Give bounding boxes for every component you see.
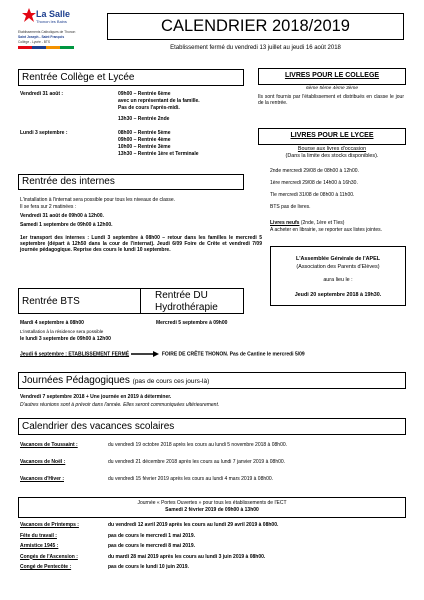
vacances-key: Vacances d'Hiver :	[20, 476, 64, 482]
internes-p2: Il se fera sur 2 matinées :	[20, 204, 77, 210]
livres-college-title: LIVRES POUR LE COLLEGE	[284, 72, 380, 79]
portes-ouvertes-l1: Journée « Portes Ouvertes » pour tous les établissements de l'ECT	[137, 500, 287, 506]
vacances-key: Congés de l'Ascension :	[20, 553, 78, 560]
bts-title: Rentrée BTS	[22, 296, 80, 307]
apel-l3: aura lieu le :	[323, 277, 353, 283]
foire-row	[20, 351, 305, 358]
vacances-key: Vacances de Toussaint :	[20, 442, 78, 448]
logo-sub: Thonon les Bains	[36, 19, 67, 24]
school-logo	[18, 6, 82, 50]
vacances-row	[20, 459, 406, 476]
vacances-row	[20, 476, 406, 493]
vacances-title: Calendrier des vacances scolaires	[22, 421, 175, 432]
internes-p1: L'installation à l'internat sera possible pour tous les niveaux de classe.	[20, 197, 176, 203]
vacances-row	[20, 554, 406, 565]
hydro-l1: Mercredi 5 septembre à 09h00	[156, 320, 228, 326]
vacances-list-2	[20, 522, 406, 575]
vacances-row	[20, 543, 406, 554]
vacances-key: Vacances de Printemps :	[20, 522, 79, 528]
livres-neufs-levels: (2nde, 1ère et Tles)	[300, 220, 345, 226]
livres-lycee-sub2: (Dans la limite des stocks disponibles).	[285, 153, 379, 159]
rentree-d1-l2: avec un représentant de la famille.	[118, 98, 200, 104]
foire-left: Jeudi 6 septembre : ETABLISSEMENT FERMÉ	[20, 351, 130, 358]
rentree-d2-l2: 09h00 – Rentrée 4ème	[118, 137, 171, 143]
vacances-row	[20, 522, 406, 533]
rentree-d1-l1: 09h00 – Rentrée 6ème	[118, 91, 171, 97]
apel-l1: L'Assemblée Générale de l'APEL	[295, 256, 381, 262]
rentree-d2-l3: 10h00 – Rentrée 3ème	[118, 144, 171, 150]
vacances-value: du vendredi 12 avril 2019 après les cours au lundi 29 avril 2019 à 08h00.	[108, 522, 279, 528]
livres-college-text: Ils sont fournis par l'établissement et distribués en classe le jour de la rentrée.	[258, 94, 404, 107]
pedago-l2: D'autres réunions sont à prévoir dans l'année. Elles seront communiquées ultérieurement.	[20, 402, 220, 408]
logo-line3: Collège - Lycée - BTS	[18, 40, 51, 44]
closure-note: Etablissement fermé du vendredi 13 juillet au jeudi 16 août 2018	[170, 45, 341, 51]
apel-l2: (Association des Parents d'Elèves)	[296, 264, 380, 270]
vacances-key: Vacances de Noël :	[20, 459, 66, 465]
logo-line1: Etablissements Catholiques de Thonon	[18, 30, 76, 34]
livres-lycee-l2: 1ère mercredi 29/08 de 14h00 à 16h30.	[270, 180, 358, 186]
bts-l3: le lundi 3 septembre de 09h00 à 12h00	[20, 336, 111, 342]
livres-neufs-label	[270, 220, 344, 226]
bts-divider	[140, 288, 141, 314]
arrow-right-icon	[131, 351, 159, 357]
livres-lycee-title: LIVRES POUR LE LYCEE	[290, 132, 374, 139]
livres-neufs-title: Livres neufs	[270, 220, 300, 226]
rentree-d2-l1: 08h00 – Rentrée 5ème	[118, 130, 171, 136]
internes-p3: Vendredi 31 août de 09h00 à 12h00.	[20, 213, 104, 219]
vacances-key: Fête du travail :	[20, 532, 57, 539]
vacances-value: pas de cours le lundi 10 juin 2019.	[108, 564, 189, 570]
rentree-d1-l4: 13h30 – Rentrée 2nde	[118, 116, 170, 122]
rentree-d1-label: Vendredi 31 août :	[20, 91, 64, 97]
internes-p5: 1er transport des internes : Lundi 3 septembre à 08h00 – retour dans les familles le mercredi 5 septembre (départ à 12h50 dans la cour de l'internat). Jeudi 6/09 Foire de Crête et vendredi 7/09 journée pédagogique. Reprise des cours le lundi 10 septembre.	[20, 235, 262, 254]
rentree-d2-l4: 13h30 – Rentrée 1ère et Terminale	[118, 151, 199, 157]
apel-l4: Jeudi 20 septembre 2018 à 19h30.	[294, 292, 382, 298]
livres-neufs-text: A acheter en librairie, se reporter aux listes jointes.	[270, 227, 382, 233]
logo-colorbar	[18, 46, 74, 49]
pedago-l1: Vendredi 7 septembre 2018 + Une journée en 2019 à déterminer.	[20, 394, 172, 400]
rentree-college-title: Rentrée Collège et Lycée	[22, 72, 135, 83]
vacances-list	[20, 442, 406, 493]
portes-ouvertes-l2: Samedi 2 février 2019 de 09h00 à 13h00	[165, 507, 259, 513]
vacances-value: pas de cours le mercredi 1 mai 2019.	[108, 532, 195, 539]
vacances-value: du mardi 28 mai 2019 après les cours au lundi 3 juin 2019 à 08h00.	[108, 553, 266, 560]
bts-l2: L'installation à la résidence sera possible	[20, 329, 104, 334]
page-title: CALENDRIER 2018/2019	[161, 17, 350, 35]
vacances-row	[20, 564, 406, 575]
vacances-key: Armistice 1945 :	[20, 543, 59, 549]
pedago-note: (pas de cours ces jours-là)	[132, 378, 210, 385]
internes-title: Rentrée des internes	[22, 176, 115, 187]
logo-star-icon	[22, 8, 36, 22]
livres-lycee-l1: 2nde mercredi 29/08 de 08h00 à 12h00.	[270, 168, 359, 174]
bts-l1: Mardi 4 septembre à 08h00	[20, 320, 84, 326]
hydro-title: Rentrée DU Hydrothérapie	[155, 290, 218, 313]
pedago-title-row	[22, 374, 209, 388]
livres-college-levels: 6ème 5ème 4ème 3ème	[306, 86, 358, 91]
logo-name: La Salle	[36, 9, 71, 19]
livres-lycee-sub: Bourse aux livres d'occasion	[297, 146, 367, 152]
livres-lycee-l4: BTS pas de livres.	[270, 204, 311, 210]
rentree-d2-label: Lundi 3 septembre :	[20, 130, 68, 136]
vacances-value: pas de cours le mercredi 8 mai 2019.	[108, 543, 195, 549]
internes-p4: Samedi 1 septembre de 09h00 à 12h00.	[20, 222, 113, 228]
vacances-row	[20, 533, 406, 544]
rentree-d1-l3: Pas de cours l'après-midi.	[118, 105, 180, 111]
vacances-value: du vendredi 21 décembre 2018 après les cours au lundi 7 janvier 2019 à 08h00.	[108, 459, 286, 465]
livres-lycee-l3: Tle mercredi 31/08 de 08h00 à 11h00.	[270, 192, 355, 198]
vacances-row	[20, 442, 406, 459]
logo-line2: Saint Joseph - Saint François	[18, 35, 65, 39]
foire-right: FOIRE DE CRÊTE THONON. Pas de Cantine le mercredi 5/09	[161, 351, 305, 358]
vacances-value: du vendredi 19 octobre 2018 après les cours au lundi 5 novembre 2018 à 08h00.	[108, 442, 288, 448]
vacances-key: Congé de Pentecôte :	[20, 564, 72, 570]
vacances-value: du vendredi 15 février 2019 après les cours au lundi 4 mars 2019 à 08h00.	[108, 476, 274, 482]
pedago-title: Journées Pédagogiques	[22, 375, 130, 386]
